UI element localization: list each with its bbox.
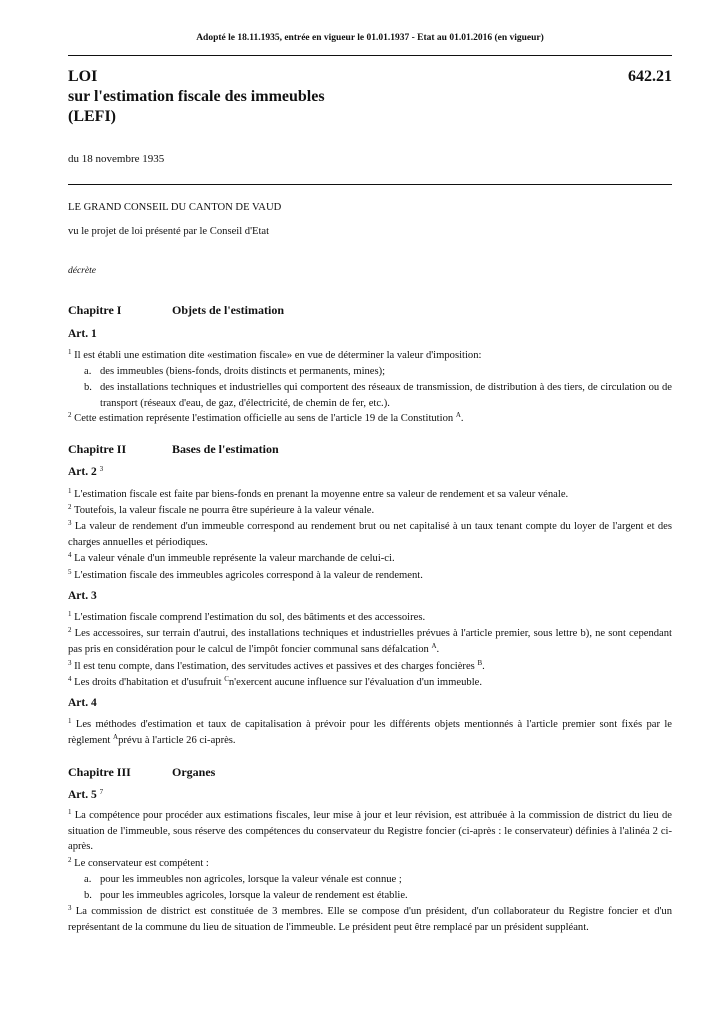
- para-text: L'estimation fiscale des immeubles agricoles correspond à la valeur de rendement.: [74, 570, 423, 581]
- law-date: du 18 novembre 1935: [68, 153, 165, 165]
- article-1-heading: Art. 1: [68, 328, 97, 340]
- art3-para-4: [68, 675, 672, 691]
- chapter-2-heading: [68, 442, 279, 457]
- footnote-ref[interactable]: B: [477, 659, 483, 667]
- authority: LE GRAND CONSEIL DU CANTON DE VAUD: [68, 202, 282, 213]
- art4-para-1: [68, 717, 672, 748]
- art2-para-3: [68, 519, 672, 550]
- chapter-number: Chapitre III: [68, 765, 131, 779]
- para-text: Il est établi une estimation dite «estimation fiscale» en vue de déterminer la valeur d'imposition:: [74, 350, 482, 361]
- article-2-heading: [68, 466, 103, 478]
- para-number: 4: [68, 675, 72, 683]
- para-text: La compétence pour procéder aux estimations fiscales, leur mise à jour et leur révision, est attribuée à la commission de district du lieu de situation de l'immeuble, sous réserve des compétences du conservateur du Registre foncier (ci-après : le conservateur) définies à l'alinéa 2 ci-après.: [68, 810, 672, 853]
- top-divider: [68, 55, 672, 56]
- para-number: 3: [68, 904, 72, 912]
- footnote-ref[interactable]: 7: [99, 788, 104, 796]
- para-number: 3: [68, 519, 72, 527]
- item-letter: b.: [84, 382, 92, 393]
- para-number: 2: [68, 503, 72, 511]
- footnote-ref[interactable]: C: [224, 675, 229, 683]
- law-number: 642.21: [628, 68, 672, 85]
- para-text: L'estimation fiscale est faite par biens-fonds en prenant la moyenne entre sa valeur de rendement et sa valeur vénale.: [74, 489, 569, 500]
- para-text: Cette estimation représente l'estimation officielle au sens de l'article 19 de la Constitution: [74, 413, 456, 424]
- para-number: 2: [68, 626, 72, 634]
- art3-para-1: [68, 610, 672, 626]
- article-5-heading: [68, 789, 103, 801]
- para-end: .: [460, 413, 464, 424]
- para-number: 1: [68, 717, 72, 725]
- para-number: 3: [68, 659, 72, 667]
- item-text: pour les immeubles agricoles, lorsque la valeur de rendement est établie.: [100, 890, 408, 901]
- item-letter: a.: [84, 366, 92, 377]
- title-line-1: LOI: [68, 68, 98, 85]
- para-text-cont: prévu à l'article 26 ci-après.: [118, 734, 236, 746]
- title-divider: [68, 184, 672, 185]
- law-title: [68, 67, 672, 127]
- item-text: des immeubles (biens-fonds, droits distincts et permanents, mines);: [100, 366, 386, 377]
- footnote-ref[interactable]: A: [431, 641, 437, 650]
- para-text: La commission de district est constituée de 3 membres. Elle se compose d'un président, d'un collaborateur du Registre foncier et d'un représentant de la commune du lieu de situation de l'immeuble. Le président peut être remplacé par un président suppléant.: [68, 906, 672, 933]
- art5-para-2: [68, 856, 672, 872]
- chapter-title: Bases de l'estimation: [172, 442, 279, 456]
- para-text: Les droits d'habitation et d'usufruit: [74, 677, 225, 688]
- chapter-number: Chapitre I: [68, 303, 122, 317]
- art1-item-a: [84, 364, 672, 380]
- para-number: 4: [68, 551, 72, 559]
- chapter-3-heading: [68, 765, 215, 780]
- art3-para-2: [68, 626, 672, 657]
- chapter-title: Organes: [172, 765, 216, 779]
- art1-item-b: [84, 380, 672, 411]
- para-end: .: [482, 661, 485, 672]
- chapter-1-heading: [68, 303, 284, 318]
- para-number: 2: [68, 856, 72, 864]
- article-label: Art. 2: [68, 466, 97, 478]
- para-text: L'estimation fiscale comprend l'estimation du sol, des bâtiments et des accessoires.: [74, 612, 426, 623]
- para-text: Les méthodes d'estimation et taux de capitalisation à prévoir pour les différents objets mentionnés à l'article premier sont fixés par le règlement: [68, 719, 672, 746]
- art5-item-a: [84, 872, 672, 888]
- para-text: Le conservateur est compétent :: [74, 858, 209, 869]
- para-text: La valeur vénale d'un immeuble représente la valeur marchande de celui-ci.: [74, 553, 395, 564]
- para-number: 1: [68, 348, 72, 356]
- article-4-heading: Art. 4: [68, 697, 97, 709]
- article-label: Art. 5: [68, 789, 97, 801]
- art2-para-1: [68, 487, 672, 503]
- item-letter: a.: [84, 874, 92, 885]
- considering: vu le projet de loi présenté par le Conseil d'Etat: [68, 226, 270, 237]
- title-line-2: sur l'estimation fiscale des immeubles: [68, 88, 325, 105]
- para-number: 1: [68, 487, 72, 495]
- title-line-3: (LEFI): [68, 108, 116, 125]
- chapter-title: Objets de l'estimation: [172, 303, 284, 317]
- footnote-ref[interactable]: A: [113, 732, 119, 741]
- item-letter: b.: [84, 890, 92, 901]
- para-text-cont: n'exercent aucune influence sur l'évaluation d'un immeuble.: [228, 677, 482, 688]
- art2-para-5: [68, 568, 672, 584]
- art5-item-b: [84, 888, 672, 904]
- para-number: 1: [68, 610, 72, 618]
- para-text: Les accessoires, sur terrain d'autrui, des installations techniques et industrielles prévues à l'article premier, sous lettre b), ne sont cependant pas pris en considération pour le calcul de l'impôt foncier communal sans défalcation: [68, 628, 672, 655]
- art1-para-1: [68, 348, 672, 364]
- item-text: pour les immeubles non agricoles, lorsque la valeur vénale est connue ;: [100, 874, 402, 885]
- art2-para-2: [68, 503, 672, 519]
- art5-para-3: [68, 904, 672, 935]
- item-text: des installations techniques et industrielles qui comportent des réseaux de transmission, de distribution à des tiers, de circulation ou de transport (réseaux d'eau, de gaz, d'électricité, de chemin de fer, etc.).: [100, 382, 672, 409]
- para-number: 2: [68, 411, 72, 419]
- footnote-ref[interactable]: A: [455, 411, 461, 419]
- status-note: Adopté le 18.11.1935, entrée en vigueur le 01.01.1937 - Etat au 01.01.2016 (en vigueur): [196, 33, 544, 43]
- art3-para-3: [68, 659, 672, 675]
- para-number: 5: [68, 568, 72, 576]
- art5-para-1: [68, 808, 672, 855]
- chapter-number: Chapitre II: [68, 442, 127, 456]
- decrees: décrète: [68, 266, 96, 276]
- para-end: .: [436, 643, 440, 655]
- article-3-heading: Art. 3: [68, 590, 97, 602]
- art2-para-4: [68, 551, 672, 567]
- para-text: Il est tenu compte, dans l'estimation, des servitudes actives et passives et des charges foncières: [74, 661, 478, 672]
- para-number: 1: [68, 808, 72, 816]
- para-text: La valeur de rendement d'un immeuble correspond au rendement brut ou net capitalisé à un taux tenant compte du loyer de l'argent et des charges annuelles et périodiques.: [68, 521, 672, 548]
- footnote-ref[interactable]: 3: [99, 465, 104, 473]
- art1-para-2: [68, 411, 672, 427]
- para-text: Toutefois, la valeur fiscale ne pourra être supérieure à la valeur vénale.: [73, 505, 375, 516]
